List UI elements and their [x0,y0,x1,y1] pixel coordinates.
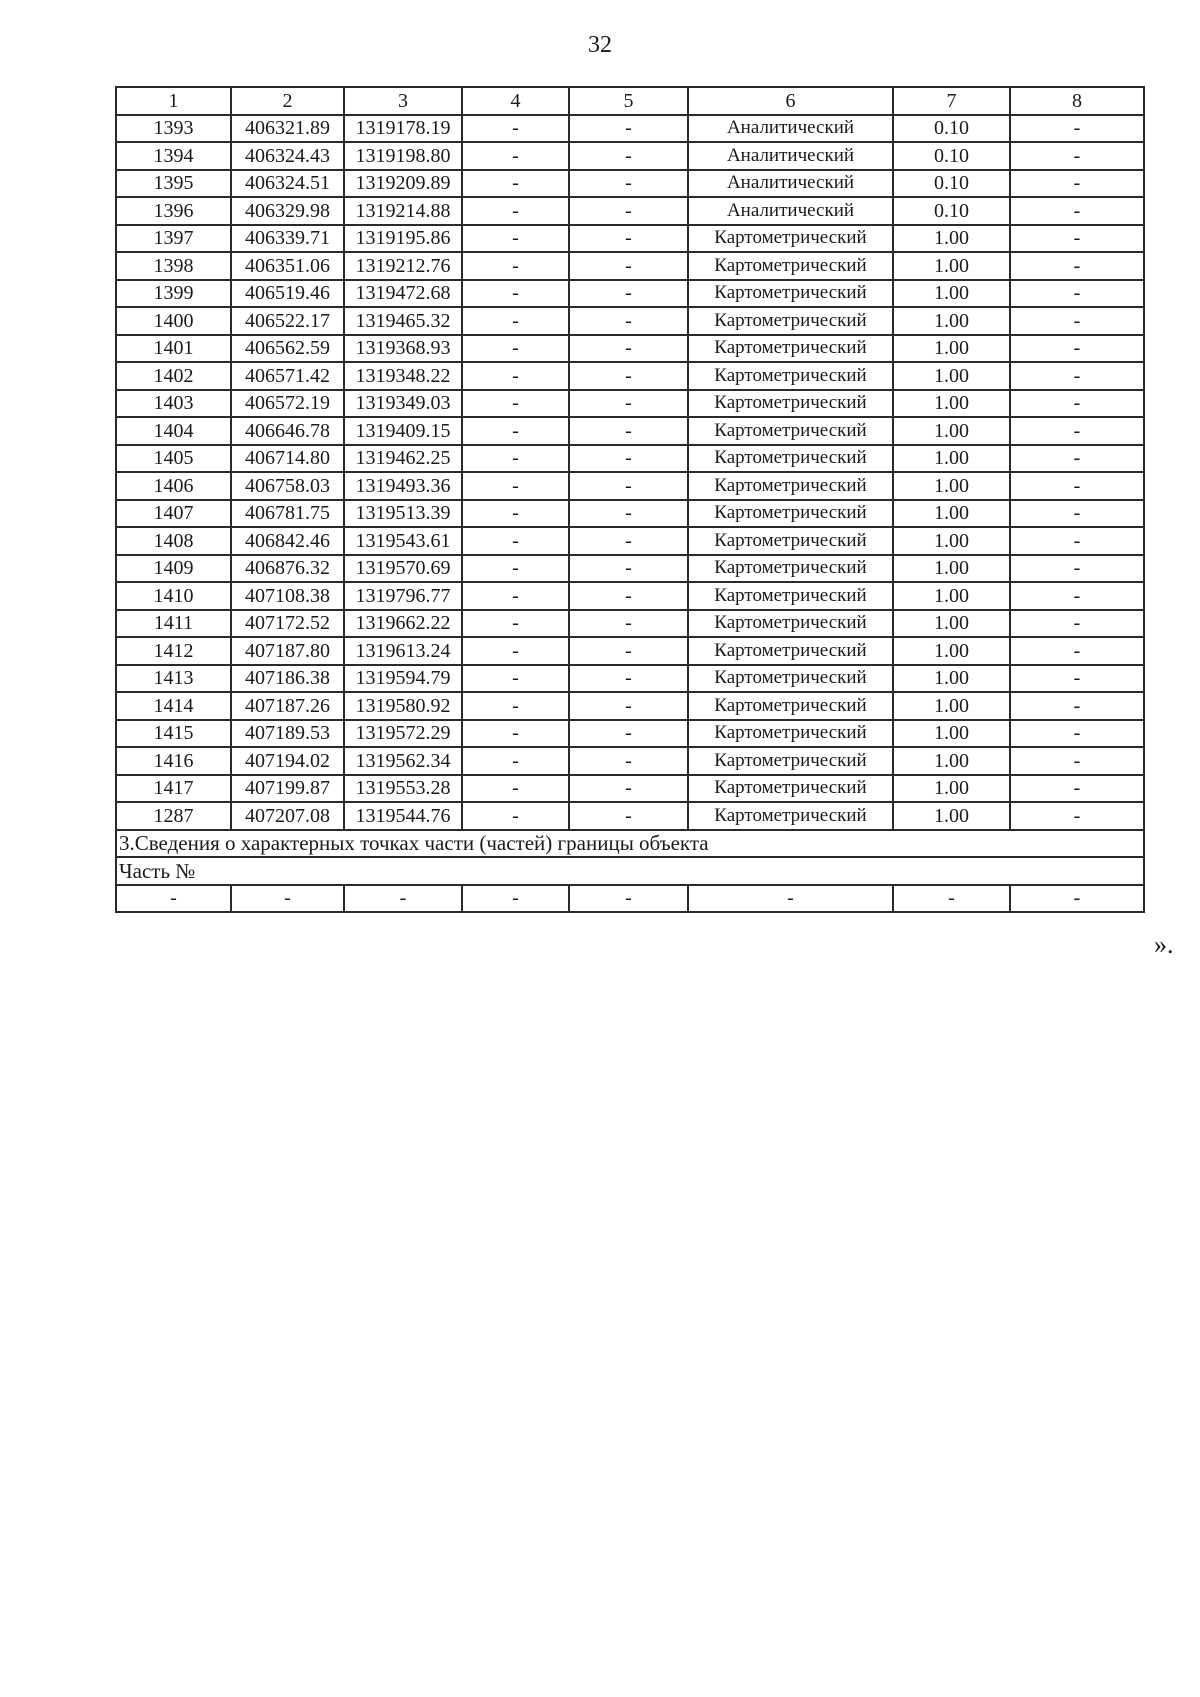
header-cell: 7 [893,87,1010,115]
table-cell: - [462,115,569,143]
table-cell: 1.00 [893,417,1010,445]
table-cell: 406781.75 [231,500,344,528]
table-row [116,307,1144,335]
table-cell: 1319209.89 [344,170,462,198]
table-cell: Картометрический [688,225,893,253]
table-cell: - [1010,472,1144,500]
table-cell: 1.00 [893,555,1010,583]
table-cell: Аналитический [688,170,893,198]
table-cell: 1404 [116,417,231,445]
table-cell: - [569,665,688,693]
table-row [116,747,1144,775]
table-cell: 1413 [116,665,231,693]
table-cell: - [1010,417,1144,445]
table-cell: - [1010,692,1144,720]
table-cell: - [344,885,462,913]
table-cell: - [569,775,688,803]
table-cell: - [569,472,688,500]
table-cell: - [569,142,688,170]
table-cell: 406339.71 [231,225,344,253]
table-cell: - [462,335,569,363]
table-cell: 1.00 [893,445,1010,473]
table-cell: 1319198.80 [344,142,462,170]
table-cell: - [569,500,688,528]
table-cell: - [1010,362,1144,390]
table-cell: 1319349.03 [344,390,462,418]
table-cell: - [569,362,688,390]
table-cell: Картометрический [688,637,893,665]
table-cell: 1.00 [893,362,1010,390]
table-cell: 1.00 [893,280,1010,308]
table-row [116,115,1144,143]
table-cell: - [569,197,688,225]
table-cell: 406519.46 [231,280,344,308]
coordinates-table-container [115,86,1143,913]
table-cell: 1319493.36 [344,472,462,500]
table-cell: 1319570.69 [344,555,462,583]
table-cell: 1319472.68 [344,280,462,308]
table-cell: 406321.89 [231,115,344,143]
table-cell: 1412 [116,637,231,665]
table-cell: Картометрический [688,720,893,748]
table-cell: - [462,362,569,390]
table-cell: Картометрический [688,335,893,363]
table-cell: 1319543.61 [344,527,462,555]
table-cell: 407186.38 [231,665,344,693]
table-cell: - [1010,610,1144,638]
table-cell: 1.00 [893,802,1010,830]
table-cell: 1.00 [893,610,1010,638]
table-cell: 1287 [116,802,231,830]
table-cell: - [569,637,688,665]
table-cell: - [462,610,569,638]
table-body [116,87,1144,912]
table-cell: 406329.98 [231,197,344,225]
table-cell: - [569,885,688,913]
table-cell: 1.00 [893,335,1010,363]
table-cell: 1.00 [893,720,1010,748]
table-cell: - [1010,637,1144,665]
table-cell: - [462,802,569,830]
table-row [116,637,1144,665]
table-row [116,500,1144,528]
table-cell: Картометрический [688,775,893,803]
table-cell: Картометрический [688,362,893,390]
table-cell: - [462,885,569,913]
table-row [116,775,1144,803]
table-cell: Аналитический [688,197,893,225]
table-row [116,170,1144,198]
table-cell: - [462,500,569,528]
table-cell: 406842.46 [231,527,344,555]
table-cell: - [569,582,688,610]
coordinates-table [115,86,1145,913]
table-cell: - [688,885,893,913]
table-row [116,390,1144,418]
table-cell: - [1010,142,1144,170]
table-row [116,527,1144,555]
table-cell: - [231,885,344,913]
table-cell: - [1010,747,1144,775]
table-cell: 1319572.29 [344,720,462,748]
header-cell: 3 [344,87,462,115]
table-cell: 1.00 [893,472,1010,500]
table-cell: - [462,692,569,720]
table-row [116,225,1144,253]
table-row [116,555,1144,583]
table-cell: Картометрический [688,802,893,830]
section-title-row [116,830,1144,858]
table-cell: Картометрический [688,417,893,445]
table-cell: - [569,390,688,418]
table-cell: - [1010,115,1144,143]
table-cell: - [462,280,569,308]
closing-quote-mark: ». [1154,930,1174,959]
table-cell: - [1010,775,1144,803]
table-header-row [116,87,1144,115]
table-cell: 1319662.22 [344,610,462,638]
table-cell: 1395 [116,170,231,198]
table-cell: 1393 [116,115,231,143]
table-cell: 0.10 [893,170,1010,198]
table-cell: 1409 [116,555,231,583]
table-cell: 1414 [116,692,231,720]
table-cell: 1417 [116,775,231,803]
empty-row [116,885,1144,913]
table-cell: 1398 [116,252,231,280]
header-cell: 2 [231,87,344,115]
table-cell: - [569,527,688,555]
table-cell: 1400 [116,307,231,335]
table-row [116,197,1144,225]
table-cell: 1.00 [893,390,1010,418]
table-row [116,610,1144,638]
table-cell: - [1010,335,1144,363]
table-cell: - [462,582,569,610]
table-cell: 1.00 [893,582,1010,610]
table-cell: 407199.87 [231,775,344,803]
table-cell: 1405 [116,445,231,473]
table-cell: 1396 [116,197,231,225]
table-row [116,582,1144,610]
table-cell: 406562.59 [231,335,344,363]
table-cell: Картометрический [688,252,893,280]
table-cell: - [1010,500,1144,528]
table-cell: 1319348.22 [344,362,462,390]
table-cell: - [462,225,569,253]
table-cell: 0.10 [893,115,1010,143]
table-cell: - [462,775,569,803]
table-cell: Картометрический [688,692,893,720]
table-cell: 406324.43 [231,142,344,170]
table-cell: 406324.51 [231,170,344,198]
table-cell: 1.00 [893,692,1010,720]
table-cell: - [1010,527,1144,555]
part-label: Часть № [116,857,1144,885]
table-cell: 1.00 [893,665,1010,693]
table-cell: - [462,555,569,583]
table-cell: 1403 [116,390,231,418]
table-cell: - [569,802,688,830]
table-cell: 406572.19 [231,390,344,418]
table-cell: Картометрический [688,747,893,775]
table-cell: - [569,335,688,363]
table-cell: - [1010,665,1144,693]
table-cell: 1394 [116,142,231,170]
table-cell: - [569,417,688,445]
table-cell: - [462,720,569,748]
table-cell: 407108.38 [231,582,344,610]
table-cell: - [569,610,688,638]
table-cell: - [1010,170,1144,198]
table-cell: 1319553.28 [344,775,462,803]
table-cell: Картометрический [688,555,893,583]
table-cell: 1319796.77 [344,582,462,610]
part-label-row [116,857,1144,885]
table-cell: Картометрический [688,390,893,418]
table-row [116,802,1144,830]
table-cell: - [569,445,688,473]
table-cell: - [569,720,688,748]
table-cell: - [1010,280,1144,308]
table-cell: 1319544.76 [344,802,462,830]
header-cell: 5 [569,87,688,115]
table-cell: 1.00 [893,747,1010,775]
table-cell: 1411 [116,610,231,638]
table-cell: - [462,142,569,170]
table-row [116,665,1144,693]
table-cell: 406714.80 [231,445,344,473]
table-row [116,362,1144,390]
table-cell: - [1010,252,1144,280]
table-cell: 1319178.19 [344,115,462,143]
table-cell: 1406 [116,472,231,500]
table-row [116,280,1144,308]
table-cell: 1319214.88 [344,197,462,225]
table-cell: - [462,472,569,500]
table-cell: 1319580.92 [344,692,462,720]
table-cell: Картометрический [688,582,893,610]
table-cell: - [1010,197,1144,225]
table-cell: 407207.08 [231,802,344,830]
table-cell: - [462,665,569,693]
table-cell: - [462,170,569,198]
table-cell: 406351.06 [231,252,344,280]
table-cell: 1407 [116,500,231,528]
table-cell: - [1010,225,1144,253]
table-cell: Картометрический [688,472,893,500]
table-cell: 1401 [116,335,231,363]
table-cell: - [569,747,688,775]
table-cell: 406571.42 [231,362,344,390]
table-cell: 1397 [116,225,231,253]
table-cell: - [116,885,231,913]
table-cell: - [1010,555,1144,583]
table-cell: Картометрический [688,280,893,308]
table-cell: - [462,637,569,665]
table-cell: - [1010,390,1144,418]
table-row [116,142,1144,170]
table-cell: Картометрический [688,307,893,335]
table-cell: - [462,527,569,555]
table-cell: 1399 [116,280,231,308]
table-cell: 1415 [116,720,231,748]
table-cell: Картометрический [688,527,893,555]
table-cell: Картометрический [688,500,893,528]
table-cell: Картометрический [688,665,893,693]
header-cell: 4 [462,87,569,115]
table-cell: - [569,225,688,253]
table-cell: 1319594.79 [344,665,462,693]
table-cell: 1.00 [893,252,1010,280]
table-cell: 1319613.24 [344,637,462,665]
table-cell: - [569,307,688,335]
table-cell: 1319368.93 [344,335,462,363]
table-cell: - [1010,802,1144,830]
table-row [116,417,1144,445]
table-row [116,335,1144,363]
table-cell: - [462,197,569,225]
table-cell: - [569,555,688,583]
table-cell: 1402 [116,362,231,390]
table-cell: 407187.26 [231,692,344,720]
table-cell: 1319465.32 [344,307,462,335]
table-cell: 407172.52 [231,610,344,638]
table-cell: Картометрический [688,610,893,638]
table-cell: - [1010,445,1144,473]
table-cell: - [462,252,569,280]
table-cell: - [462,747,569,775]
header-cell: 6 [688,87,893,115]
table-cell: - [462,390,569,418]
table-cell: 0.10 [893,197,1010,225]
table-cell: - [569,115,688,143]
table-row [116,692,1144,720]
table-cell: - [462,445,569,473]
table-cell: - [1010,307,1144,335]
table-cell: Аналитический [688,115,893,143]
table-cell: 406758.03 [231,472,344,500]
table-cell: - [462,307,569,335]
table-cell: Картометрический [688,445,893,473]
header-cell: 1 [116,87,231,115]
table-cell: 1319409.15 [344,417,462,445]
table-cell: - [1010,582,1144,610]
table-cell: - [893,885,1010,913]
table-cell: 1.00 [893,500,1010,528]
table-cell: 406522.17 [231,307,344,335]
table-cell: - [569,280,688,308]
section-title: 3.Сведения о характерных точках части (частей) границы объекта [116,830,1144,858]
table-cell: 407194.02 [231,747,344,775]
table-cell: 406646.78 [231,417,344,445]
table-cell: 1319212.76 [344,252,462,280]
table-row [116,445,1144,473]
table-cell: - [569,252,688,280]
table-cell: 1319562.34 [344,747,462,775]
table-cell: 406876.32 [231,555,344,583]
table-cell: - [1010,720,1144,748]
table-cell: 1.00 [893,637,1010,665]
table-cell: 1319513.39 [344,500,462,528]
table-cell: - [1010,885,1144,913]
table-cell: 1.00 [893,527,1010,555]
table-row [116,472,1144,500]
table-cell: 1408 [116,527,231,555]
table-cell: 1.00 [893,775,1010,803]
table-cell: 0.10 [893,142,1010,170]
table-cell: 407187.80 [231,637,344,665]
table-cell: 1410 [116,582,231,610]
table-cell: - [569,692,688,720]
table-row [116,252,1144,280]
table-cell: Аналитический [688,142,893,170]
page-number: 32 [588,32,612,58]
table-cell: 407189.53 [231,720,344,748]
table-row [116,720,1144,748]
table-cell: 1.00 [893,307,1010,335]
table-cell: 1319462.25 [344,445,462,473]
table-cell: - [462,417,569,445]
table-cell: 1.00 [893,225,1010,253]
table-cell: - [569,170,688,198]
table-cell: 1416 [116,747,231,775]
header-cell: 8 [1010,87,1144,115]
table-cell: 1319195.86 [344,225,462,253]
